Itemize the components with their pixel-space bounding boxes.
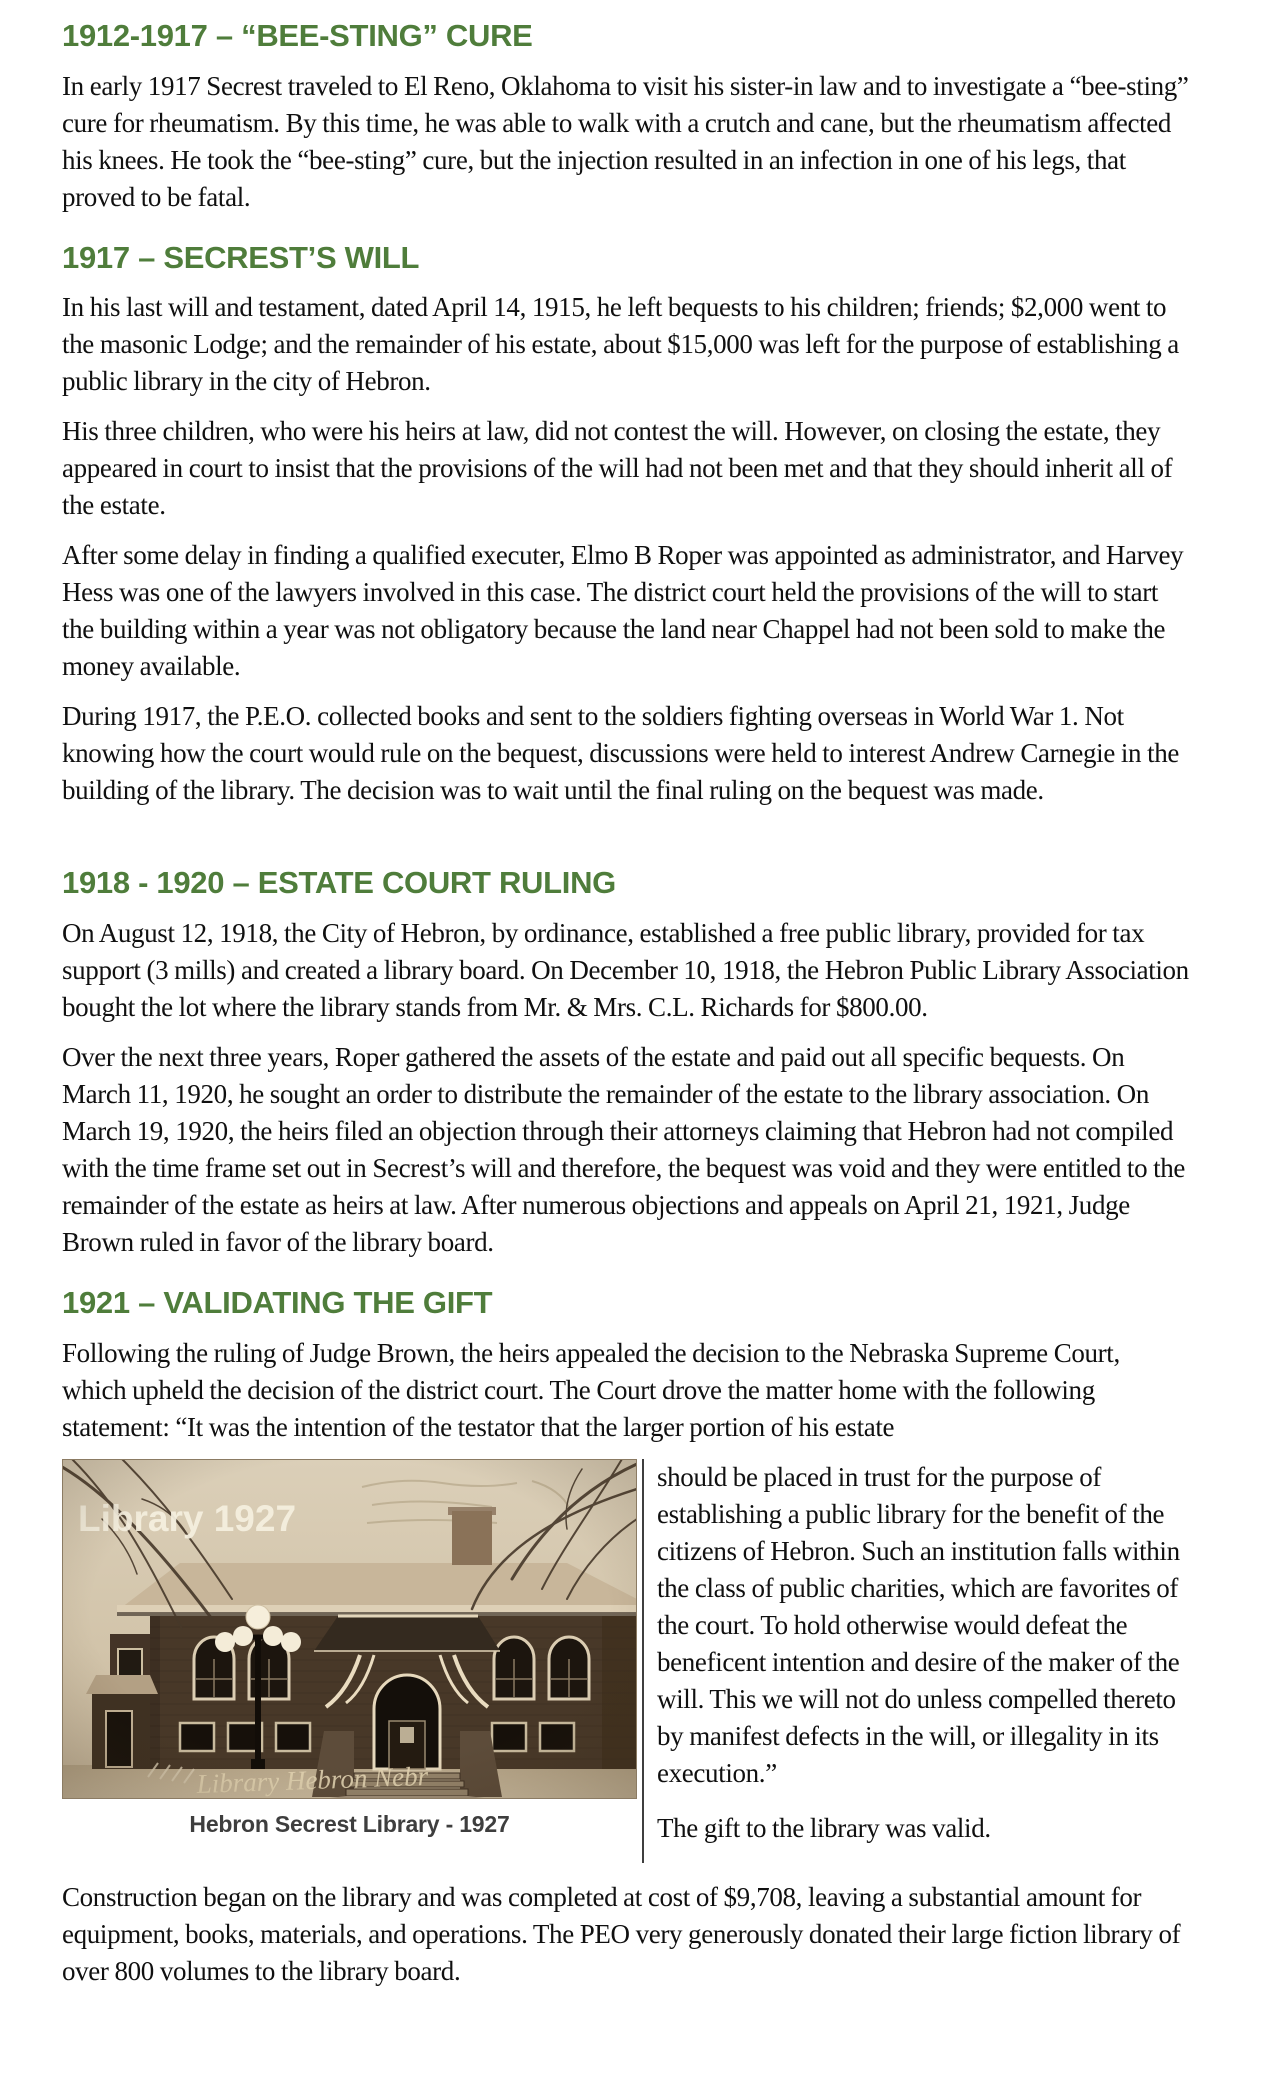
paragraph-gift-valid: The gift to the library was valid.	[657, 1812, 991, 1843]
paragraph-executor: After some delay in finding a qualified executer, Elmo B Roper was appointed as administrator, and Harvey Hess was one of the lawyers involved in this case. The district court held the provisions of the will to start the building within a year was not obligatory because the land near Chappel had not been sold to make the money available.	[62, 540, 1184, 682]
library-1927-photo	[62, 1459, 637, 1799]
heading-bee-sting-cure: 1912-1917 – “BEE-STING” CURE	[62, 18, 533, 53]
library-photo-figure	[62, 1459, 637, 1838]
photo-caption: Hebron Secrest Library - 1927	[189, 1810, 510, 1837]
wrapped-text-column	[644, 1459, 1189, 1847]
heading-secrests-will: 1917 – SECREST’S WILL	[62, 239, 420, 275]
photo-text-row	[62, 1459, 1189, 1863]
paragraph-will-bequests: In his last will and testament, dated April 14, 1915, he left bequests to his children; friends; $2,000 went to the masonic Lodge; and the remainder of his estate, about $15,000 was left for the purpose of establishing a public library in the city of Hebron.	[62, 292, 1179, 397]
paragraph-bee-sting: In early 1917 Secrest traveled to El Reno, Oklahoma to visit his sister-in law and to investigate a “bee-sting” cure for rheumatism. By this time, he was able to walk with a crutch and cane, but the rheumatism affected his knees. He took the “bee-sting” cure, but the injection resulted in an infection in one of his legs, that proved to be fatal.	[62, 70, 1189, 212]
paragraph-construction: Construction began on the library and was completed at cost of $9,708, leaving a substantial amount for equipment, books, materials, and operations. The PEO very generously donated their large fiction library of over 800 volumes to the library board.	[62, 1881, 1181, 1986]
paragraph-peo-books: During 1917, the P.E.O. collected books and sent to the soldiers fighting overseas in World War 1. Not knowing how the court would rule on the bequest, discussions were held to interest Andrew Carnegie in the building of the library. The decision was to wait until the final ruling on the bequest was made.	[62, 701, 1180, 806]
heading-estate-court-ruling: 1918 - 1920 – ESTATE COURT RULING	[62, 865, 616, 901]
heading-validating-the-gift: 1921 – VALIDATING THE GIFT	[62, 1284, 493, 1320]
paragraph-heirs-contest: His three children, who were his heirs at law, did not contest the will. However, on closing the estate, they appeared in court to insist that the provisions of the will had not been met and that they should inherit all of the estate.	[62, 416, 1173, 521]
paragraph-roper-distribution: Over the next three years, Roper gathered the assets of the estate and paid out all specific bequests. On March 11, 1920, he sought an order to distribute the remainder of the estate to the library association. On March 19, 1920, the heirs filed an objection through their attorneys claiming that Hebron had not compiled with the time frame set out in Secrest’s will and therefore, the bequest was void and they were entitled to the remainder of the estate as heirs at law. After numerous objections and appeals on April 21, 1921, Judge Brown ruled in favor of the library board.	[62, 1041, 1186, 1257]
paragraph-city-ordinance: On August 12, 1918, the City of Hebron, by ordinance, established a free public library, provided for tax support (3 mills) and created a library board. On December 10, 1918, the Hebron Public Library Association bought the lot where the library stands from Mr. & Mrs. C.L. Richards for $800.00.	[62, 917, 1189, 1022]
paragraph-supreme-court-intro: Following the ruling of Judge Brown, the heirs appealed the decision to the Nebraska Supreme Court, which upheld the decision of the district court. The Court drove the matter home with the following statement: “It was the intention of the testator that the larger portion of his estate	[62, 1337, 1120, 1442]
photo-vignette	[62, 1459, 637, 1799]
paragraph-supreme-court-quote: should be placed in trust for the purpose of establishing a public library for the benefit of the citizens of Hebron. Such an institution falls within the class of public charities, which are favorites of the court. To hold otherwise would defeat the beneficent intention and desire of the maker of the will. This we will not do unless compelled thereto by manifest defects in the will, or illegality in its execution.”	[657, 1461, 1180, 1788]
